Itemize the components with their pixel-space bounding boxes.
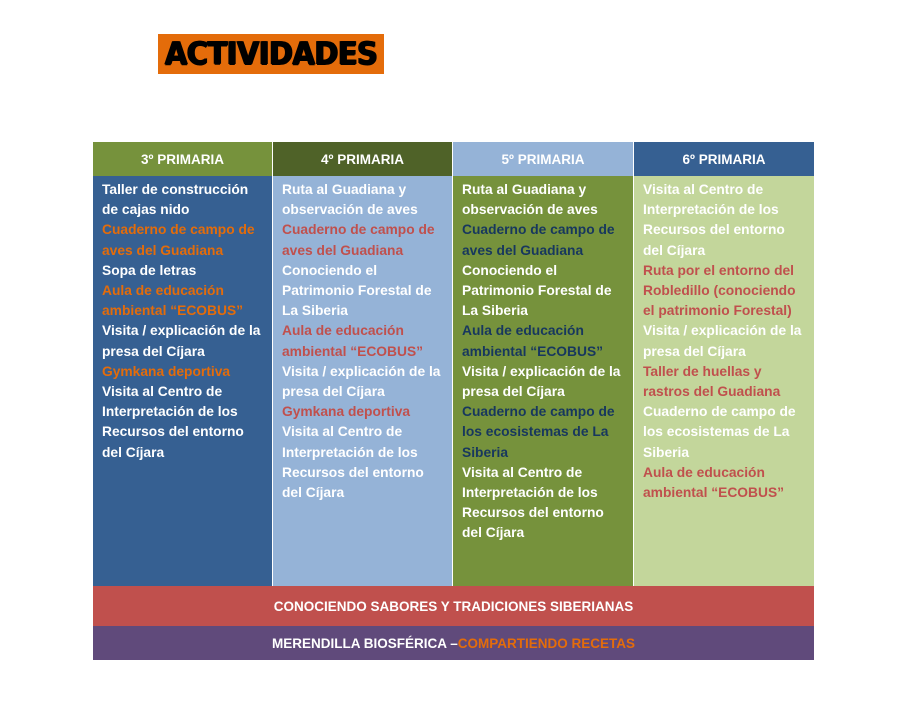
activity-item: Gymkana deportiva [282, 404, 411, 420]
activity-item: Aula de educación ambiental “ECOBUS” [643, 464, 785, 501]
column-3-primaria [93, 176, 273, 586]
body-row [93, 176, 814, 586]
footer-row2-white-text: MERENDILLA BIOSFÉRICA – [271, 635, 458, 651]
column-header-5-primaria: 5º PRIMARIA [453, 142, 634, 176]
footer-row1-text: CONOCIENDO SABORES Y TRADICIONES SIBERIANAS [273, 598, 634, 614]
activity-item: Cuaderno de campo de los ecosistemas de La Siberia [643, 404, 796, 460]
activity-item: Conociendo el Patrimonio Forestal de La Siberia [462, 262, 612, 319]
activity-item: Cuaderno de campo de los ecosistemas de La Siberia [462, 404, 615, 460]
header-row [93, 142, 814, 176]
page-title: ACTIVIDADES [164, 36, 378, 72]
activity-item: Visita al Centro de Interpretación de los Recursos del entorno del Cíjara [643, 182, 785, 258]
column-4-primaria [273, 176, 453, 586]
activity-item: Visita / explicación de la presa del Cíjara [462, 363, 621, 400]
activity-item: Ruta por el entorno del Robledillo (conociendo el patrimonio Forestal) [643, 262, 796, 319]
activity-item: Visita / explicación de la presa del Cíjara [102, 323, 261, 359]
activity-item: Taller de construcción de cajas nido [102, 182, 249, 218]
activity-item: Ruta al Guadiana y observación de aves [462, 182, 598, 218]
activity-item: Visita al Centro de Interpretación de los Recursos del entorno del Cíjara [462, 464, 604, 541]
column-header-3-primaria: 3º PRIMARIA [93, 142, 273, 176]
footer-row2-orange-text: COMPARTIENDO RECETAS [457, 635, 636, 651]
activities-table [93, 142, 814, 660]
activity-item: Gymkana deportiva [102, 363, 231, 379]
column-header-6-primaria: 6º PRIMARIA [634, 142, 814, 176]
activity-item: Visita / explicación de la presa del Cíjara [643, 323, 802, 359]
activity-item: Cuaderno de campo de aves del Guadiana [282, 222, 435, 258]
activity-item: Cuaderno de campo de aves del Guadiana [462, 222, 615, 258]
footer-sabores-tradiciones [93, 586, 814, 626]
activity-item: Visita al Centro de Interpretación de los Recursos del entorno del Cíjara [102, 384, 244, 460]
column-6-primaria [634, 176, 814, 586]
activity-item: Aula de educación ambiental “ECOBUS” [282, 323, 424, 359]
activity-item: Aula de educación ambiental “ECOBUS” [462, 323, 604, 359]
activity-item: Sopa de letras [102, 262, 197, 278]
footer-merendilla [93, 626, 814, 660]
activity-item: Visita al Centro de Interpretación de los Recursos del entorno del Cíjara [282, 424, 424, 501]
activity-item: Aula de educación ambiental “ECOBUS” [102, 283, 244, 319]
activity-item: Ruta al Guadiana y observación de aves [282, 182, 418, 218]
title-banner [158, 34, 384, 74]
column-header-4-primaria: 4º PRIMARIA [273, 142, 453, 176]
column-5-primaria [453, 176, 634, 586]
activity-item: Taller de huellas y rastros del Guadiana [643, 363, 781, 400]
activity-item: Cuaderno de campo de aves del Guadiana [102, 222, 255, 258]
activity-item: Conociendo el Patrimonio Forestal de La Siberia [282, 262, 432, 319]
activity-item: Visita / explicación de la presa del Cíjara [282, 363, 441, 400]
